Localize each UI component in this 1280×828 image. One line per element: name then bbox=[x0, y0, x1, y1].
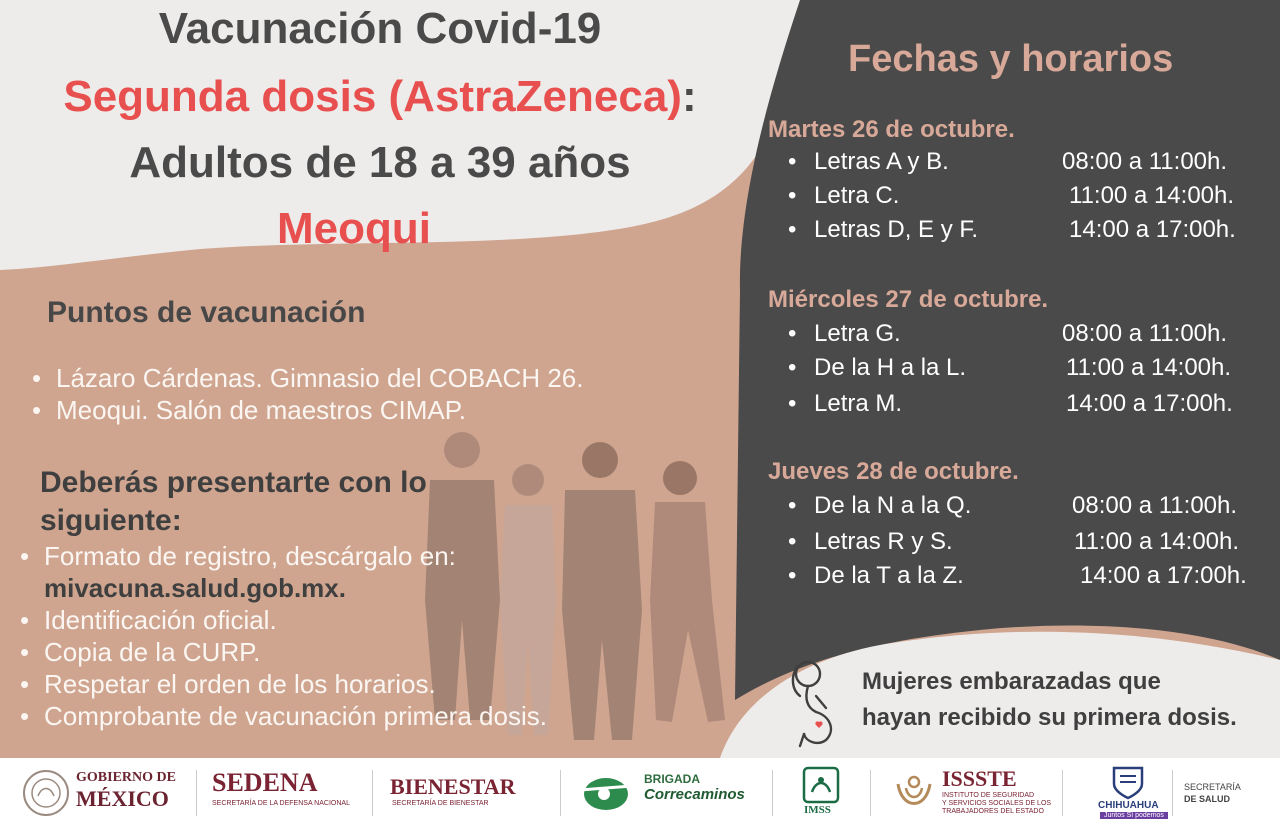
day-heading-jueves: Jueves 28 de octubre. bbox=[768, 458, 1019, 485]
schedule-letters: Letra M. bbox=[814, 390, 903, 417]
schedule-letters: De la N a la Q. bbox=[814, 492, 972, 519]
pregnant-note-line1: Mujeres embarazadas que bbox=[862, 668, 1161, 695]
schedule-letters: Letra G. bbox=[814, 320, 901, 347]
schedule-row: • Letras A y B. 08:00 a 11:00h. bbox=[788, 148, 1228, 175]
schedule-letters: De la H a la L. bbox=[814, 354, 967, 381]
schedule-row: • Letra M. 14:00 a 17:00h. bbox=[788, 390, 1233, 417]
schedule-time: 08:00 a 11:00h. bbox=[1062, 320, 1228, 347]
schedule-row: • Letras R y S. 11:00 a 14:00h. bbox=[788, 528, 1240, 555]
schedule-row: • De la N a la Q. 08:00 a 11:00h. bbox=[788, 492, 1238, 519]
imss-label: IMSS bbox=[804, 804, 831, 816]
schedule-time: 14:00 a 17:00h. bbox=[1069, 216, 1236, 243]
correcaminos-icon bbox=[574, 766, 638, 820]
requirements-title-line2: siguiente: bbox=[40, 504, 182, 537]
registration-url: mivacuna.salud.gob.mx. bbox=[44, 573, 346, 603]
schedule-time: 14:00 a 17:00h. bbox=[1066, 390, 1233, 417]
imss-eagle-icon bbox=[802, 766, 840, 804]
points-item-2: • Meoqui. Salón de maestros CIMAP. bbox=[26, 394, 583, 426]
salud-line2: DE SALUD bbox=[1184, 794, 1231, 804]
issste-icon bbox=[892, 766, 936, 820]
day-heading-miercoles: Miércoles 27 de octubre. bbox=[768, 286, 1049, 313]
chihuahua-shield-icon bbox=[1110, 764, 1146, 800]
requirements-title-line1: Deberás presentarte con lo bbox=[40, 466, 427, 499]
schedule-letters: De la T a la Z. bbox=[814, 562, 964, 589]
salud-line1: SECRETARÍA bbox=[1184, 782, 1241, 792]
schedule-letters: Letras A y B. bbox=[814, 148, 949, 175]
issste-sub2: Y SERVICIOS SOCIALES DE LOS bbox=[942, 800, 1052, 807]
pregnant-note bbox=[862, 664, 1237, 736]
issste-sub1: INSTITUTO DE SEGURIDAD bbox=[942, 792, 1035, 799]
schedule-time: 11:00 a 14:00h. bbox=[1066, 354, 1232, 381]
requirements-item-2: • Identificación oficial. bbox=[14, 604, 547, 636]
requirements-item-1-text: Formato de registro, descárgalo en: bbox=[44, 541, 456, 571]
schedule-title: Fechas y horarios bbox=[848, 38, 1174, 80]
requirements-item-4: • Respetar el orden de los horarios. bbox=[14, 668, 547, 700]
title-colon: : bbox=[681, 72, 697, 121]
schedule-time: 08:00 a 11:00h. bbox=[1072, 492, 1238, 519]
bienestar-sub: SECRETARÍA DE BIENESTAR bbox=[392, 800, 489, 807]
footer-logos bbox=[0, 758, 1280, 828]
requirements-item-3: • Copia de la CURP. bbox=[14, 636, 547, 668]
points-list bbox=[26, 362, 583, 426]
mexico-seal-icon bbox=[22, 766, 70, 820]
chihuahua-tag: Juntos Sí podemos bbox=[1100, 812, 1168, 819]
gob-line2: MÉXICO bbox=[76, 786, 169, 811]
title-adultos: Adultos de 18 a 39 años bbox=[129, 138, 631, 187]
chihuahua-label: CHIHUAHUA bbox=[1098, 800, 1159, 811]
title-vacunacion: Vacunación Covid-19 bbox=[158, 4, 602, 53]
brigada-line2: Correcaminos bbox=[644, 786, 745, 803]
title-segunda-dosis-text: Segunda dosis (AstraZeneca) bbox=[63, 72, 682, 121]
schedule-row: • Letra G. 08:00 a 11:00h. bbox=[788, 320, 1228, 347]
schedule-time: 11:00 a 14:00h. bbox=[1069, 182, 1235, 209]
pregnant-note-line2: hayan recibido su primera dosis. bbox=[862, 704, 1237, 731]
schedule-time: 08:00 a 11:00h. bbox=[1062, 148, 1228, 175]
schedule-row: • Letra C. 11:00 a 14:00h. bbox=[788, 182, 1235, 209]
points-title: Puntos de vacunación bbox=[47, 296, 366, 329]
schedule-row: • De la T a la Z. 14:00 a 17:00h. bbox=[788, 562, 1247, 589]
day-heading-martes: Martes 26 de octubre. bbox=[768, 116, 1015, 143]
pregnant-woman-icon bbox=[786, 656, 850, 748]
sedena-sub: SECRETARÍA DE LA DEFENSA NACIONAL bbox=[212, 800, 350, 807]
brigada-line1: BRIGADA bbox=[644, 772, 700, 786]
gob-line1: GOBIERNO DE bbox=[76, 770, 176, 785]
requirements-item-1 bbox=[14, 540, 547, 604]
schedule-row: • Letras D, E y F. 14:00 a 17:00h. bbox=[788, 216, 1236, 243]
schedule-letters: Letra C. bbox=[814, 182, 900, 209]
points-item-1: • Lázaro Cárdenas. Gimnasio del COBACH 26. bbox=[26, 362, 583, 394]
schedule-time: 14:00 a 17:00h. bbox=[1080, 562, 1247, 589]
schedule-time: 11:00 a 14:00h. bbox=[1074, 528, 1240, 555]
title-meoqui: Meoqui bbox=[277, 204, 431, 253]
requirements-item-5: • Comprobante de vacunación primera dosis. bbox=[14, 700, 547, 732]
title-segunda-dosis bbox=[0, 72, 760, 122]
schedule-letters: Letras D, E y F. bbox=[814, 216, 979, 243]
bienestar-logo: BIENESTAR bbox=[390, 774, 516, 799]
sedena-logo: SEDENA bbox=[212, 768, 318, 797]
requirements-list bbox=[14, 540, 547, 732]
issste-logo: ISSSTE bbox=[942, 766, 1017, 791]
schedule-letters: Letras R y S. bbox=[814, 528, 953, 555]
issste-sub3: TRABAJADORES DEL ESTADO bbox=[942, 808, 1044, 815]
schedule-row: • De la H a la L. 11:00 a 14:00h. bbox=[788, 354, 1232, 381]
